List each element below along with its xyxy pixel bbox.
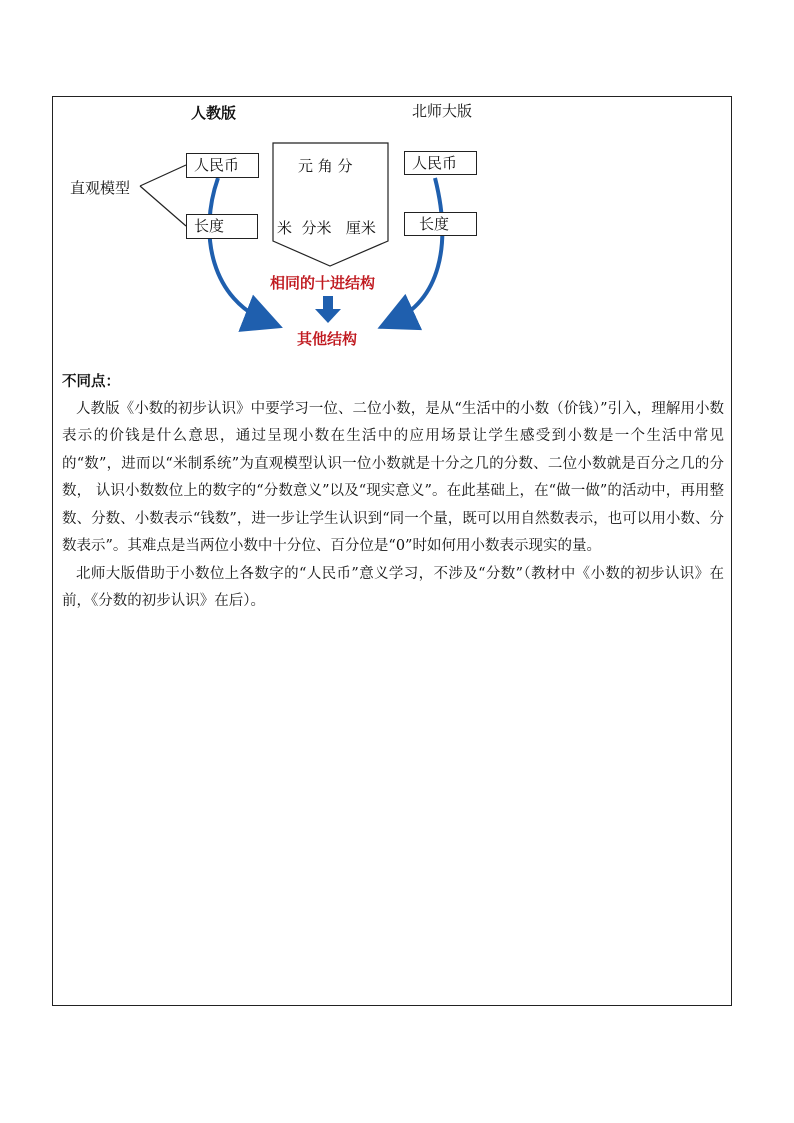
left-curve-arrow <box>209 178 268 322</box>
paragraph-beishida: 北师大版借助于小数位上各数字的“人民币”意义学习，不涉及“分数”（教材中《小数的初步认识》在前，《分数的初步认识》在后）。 <box>62 565 724 609</box>
model-label: 直观模型 <box>70 179 131 197</box>
comparison-diagram <box>0 0 794 360</box>
model-line-money <box>140 165 186 186</box>
right-curve-arrow <box>392 178 442 322</box>
down-arrow-shaft <box>323 296 333 310</box>
body-text <box>62 368 724 616</box>
right-edition-title: 北师大版 <box>412 102 473 120</box>
center-money-units: 元 角 分 <box>298 157 353 175</box>
left-edition-title: 人教版 <box>191 104 237 122</box>
model-line-length <box>140 186 186 226</box>
down-arrow-head <box>315 309 341 323</box>
right-money-box: 人民币 <box>404 151 477 175</box>
paragraph-renjiao: 人教版《小数的初步认识》中要学习一位、二位小数，是从“生活中的小数（价钱）”引入，理解用小数表示的价钱是什么意思，通过呈现小数在生活中的应用场景让学生感受到小数是一个生活中常见的“数”，进而以“米制系统”为直观模型认识一位小数就是十分之几的分数、二位小数就是百分之几的分数， 认识小数数位上的数字的“分数意义”以及“现实意义”。在此基础上，在“做一做”的活动中，再用整数、分数、小数表示“钱数”，进一步让学生认识到“同一个量，既可以用自然数表示，也可以用小数、分数表示”。其难点是当两位小数中十分位、百分位是“0”时如何用小数表示现实的量。 <box>62 400 724 554</box>
left-money-box: 人民币 <box>186 153 259 178</box>
difference-heading: 不同点： <box>62 373 120 390</box>
center-length-units: 米 分米 厘米 <box>277 219 376 237</box>
other-structure-label: 其他结构 <box>297 330 358 348</box>
right-length-box: 长度 <box>404 212 477 236</box>
left-length-box: 长度 <box>186 214 258 239</box>
structure-label: 相同的十进结构 <box>270 274 376 292</box>
